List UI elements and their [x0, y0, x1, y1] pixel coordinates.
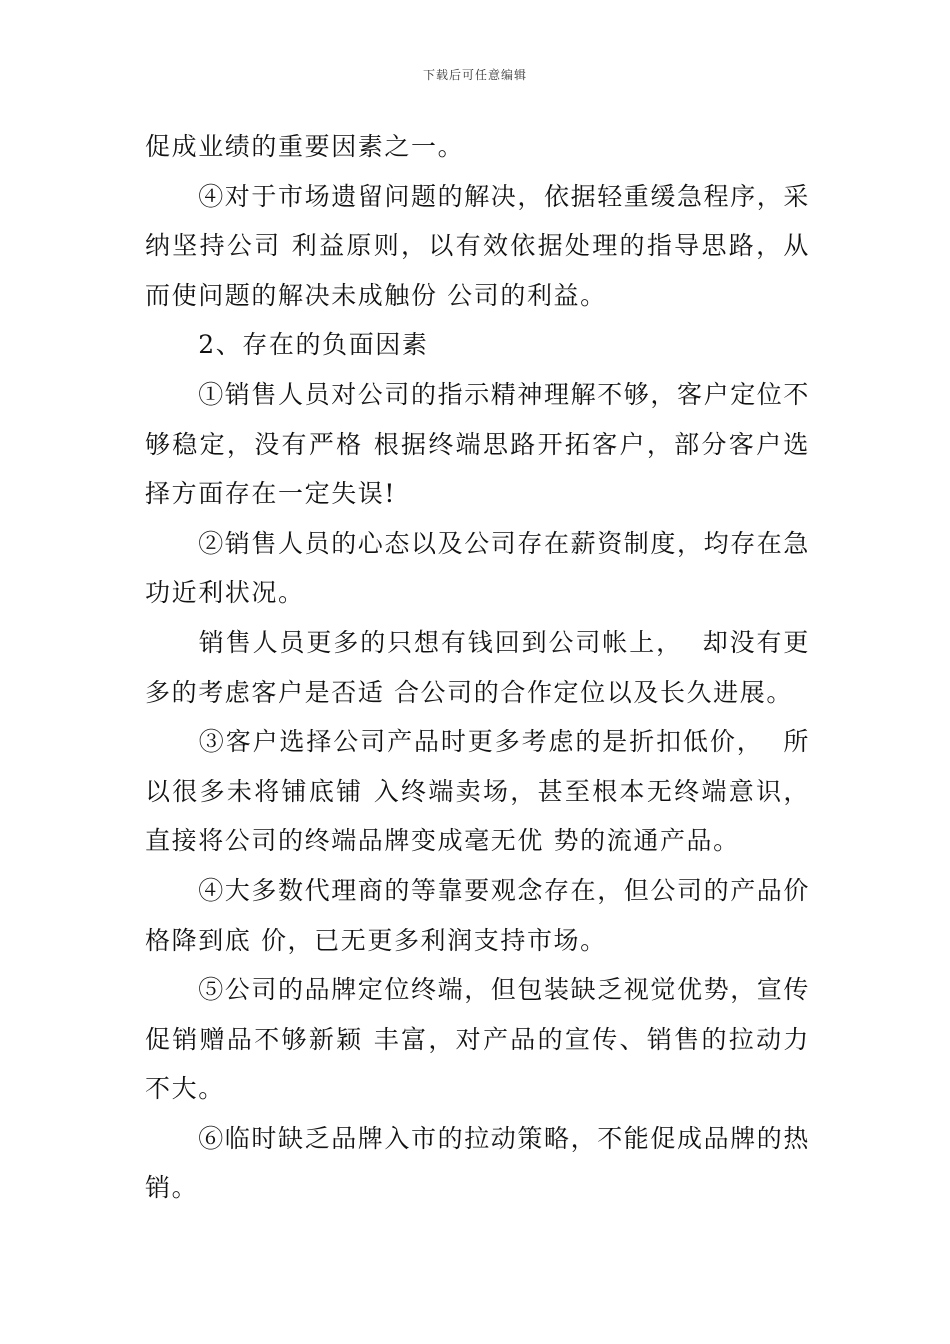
paragraph-item-1-sales-staff: ①销售人员对公司的指示精神理解不够，客户定位不够稳定，没有严格 根据终端思路开拓客户，部分客户选择方面存在一定失误! — [145, 379, 811, 509]
paragraph-continuation: 促成业绩的重要因素之一。 — [145, 132, 465, 161]
paragraph-item-4-market-issues: ④对于市场遗留问题的解决，依据轻重缓急程序，采纳坚持公司 利益原则，以有效依据处理的指导思路，从而使问题的解决未成触份 公司的利益。 — [145, 181, 811, 310]
paragraph-item-4-agents: ④大多数代理商的等靠要观念存在，但公司的产品价格降到底 价，已无更多利润支持市场。 — [145, 875, 811, 955]
paragraph-item-6-strategy: ⑥临时缺乏品牌入市的拉动策略，不能促成品牌的热销。 — [145, 1123, 811, 1203]
paragraph-item-2-mindset: ②销售人员的心态以及公司存在薪资制度，均存在急功近利状况。 — [145, 528, 811, 608]
document-body — [145, 122, 810, 1213]
header-note: 下载后可任意编辑 — [422, 68, 527, 82]
paragraph-sales-money: 销售人员更多的只想有钱回到公司帐上， 却没有更多的考虑客户是否适 合公司的合作定位以及长久进展。 — [145, 627, 810, 707]
section-heading-negative-factors: 2、存在的负面因素 — [145, 330, 429, 360]
paragraph-item-5-brand-positioning: ⑤公司的品牌定位终端，但包装缺乏视觉优势，宣传促销赠品不够新颖 丰富，对产品的宣传、销售的拉动力不大。 — [145, 975, 811, 1104]
paragraph-item-3-customer-choice: ③客户选择公司产品时更多考虑的是折扣低价， 所以很多未将铺底铺 入终端卖场，甚至根本无终端意识，直接将公司的终端品牌变成毫无优 势的流通产品。 — [145, 727, 810, 856]
